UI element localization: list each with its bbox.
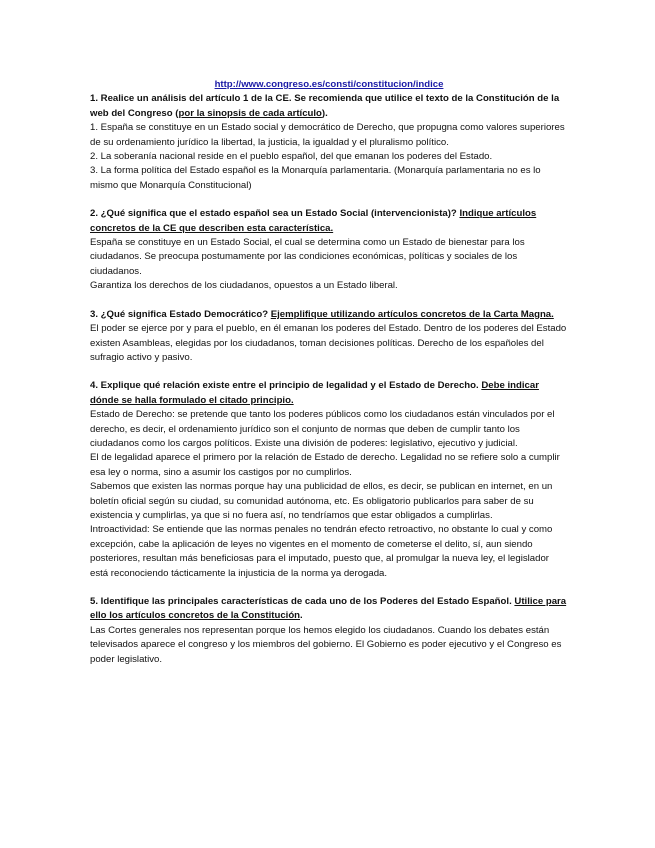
answer-paragraph: Garantiza los derechos de los ciudadanos, opuestos a un Estado liberal. (90, 280, 398, 292)
answer-paragraph: El de legalidad aparece el primero por la relación de Estado de derecho. Legalidad no se refiere solo a cumplir esa ley o norma, sino a asumir los castigos por no cumplirlos. (90, 452, 560, 478)
answer-paragraph: 1. España se constituye en un Estado social y democrático de Derecho, que propugna como valores superiores de su ordenamiento jurídico la libertad, la justicia, la igualdad y el pluralismo político. (90, 122, 565, 148)
question-4: 4. Explique qué relación existe entre el principio de legalidad y el Estado de Derecho. Debe indicar dónde se halla formulado el citado principio. (90, 380, 539, 406)
document-page (90, 78, 568, 681)
section-2 (90, 207, 568, 293)
question-1: 1. Realice un análisis del artículo 1 de la CE. Se recomienda que utilice el texto de la Constitución de la web del Congreso (por la sinopsis de cada artículo). (90, 93, 560, 119)
answer-paragraph: 3. La forma política del Estado español es la Monarquía parlamentaria. (Monarquía parlamentaria no es lo mismo que Monarquía Constitucional) (90, 165, 541, 191)
section-4 (90, 379, 568, 581)
answer-paragraph: Estado de Derecho: se pretende que tanto los poderes públicos como los ciudadanos están vinculados por el derecho, es decir, el ordenamiento jurídico son el conjunto de normas que deben de cumplir tanto los ciudadanos como los cargos políticos. Existe una división de poderes: legislativo, ejecutivo y judicial. (90, 409, 555, 449)
answer-paragraph: Sabemos que existen las normas porque hay una publicidad de ellos, es decir, se publican en internet, en un boletín oficial según su ciudad, su comunidad autónoma, etc. Es obligatorio publicarlos para saber de su existencia y cumplirlas, ya que si no fuera así, no tendríamos que estar obligados a cumplirlas. (90, 481, 553, 521)
section-5 (90, 595, 568, 667)
question-5: 5. Identifique las principales características de cada uno de los Poderes del Estado Español. Utilice para ello los artículos concretos de la Constitución. (90, 596, 567, 622)
congreso-link[interactable]: http://www.congreso.es/consti/constitucion/indice (214, 79, 444, 90)
answer-paragraph: España se constituye en un Estado Social, el cual se determina como un Estado de bienestar para los ciudadanos. Se preocupa postumamente por las condiciones económicas, políticas y sociales de los ciudadanos. (90, 237, 525, 277)
congreso-link-line (90, 78, 568, 92)
question-3: 3. ¿Qué significa Estado Democrático? Ejemplifique utilizando artículos concretos de la Carta Magna. (90, 308, 554, 320)
section-3 (90, 308, 568, 366)
answer-paragraph: Introactividad: Se entiende que las normas penales no tendrán efecto retroactivo, no obstante lo cual y como excepción, cabe la aplicación de leyes no vigentes en el momento de cometerse el delito, sí, aun siendo posteriores, resultan más beneficiosas para el imputado, puesto que, al promulgar la nueva ley, el legislador está reconociendo tácticamente la injusticia de la norma ya derogada. (90, 524, 553, 579)
question-2: 2. ¿Qué significa que el estado español sea un Estado Social (intervencionista)? Indique artículos concretos de la CE que describen esta característica. (90, 208, 537, 234)
answer-paragraph: 2. La soberanía nacional reside en el pueblo español, del que emanan los poderes del Estado. (90, 151, 493, 163)
section-1 (90, 92, 568, 193)
answer-paragraph: Las Cortes generales nos representan porque los hemos elegido los ciudadanos. Cuando los debates están televisados aparece el congreso y los miembros del gobierno. El Gobierno es poder ejecutivo y el Congreso es poder legislativo. (90, 624, 562, 665)
answer-paragraph: El poder se ejerce por y para el pueblo, en él emanan los poderes del Estado. Dentro de los poderes del Estado existen Asambleas, elegidas por los ciudadanos, toman decisiones políticas. Derecho de los españoles del sufragio activo y pasivo. (90, 323, 567, 363)
